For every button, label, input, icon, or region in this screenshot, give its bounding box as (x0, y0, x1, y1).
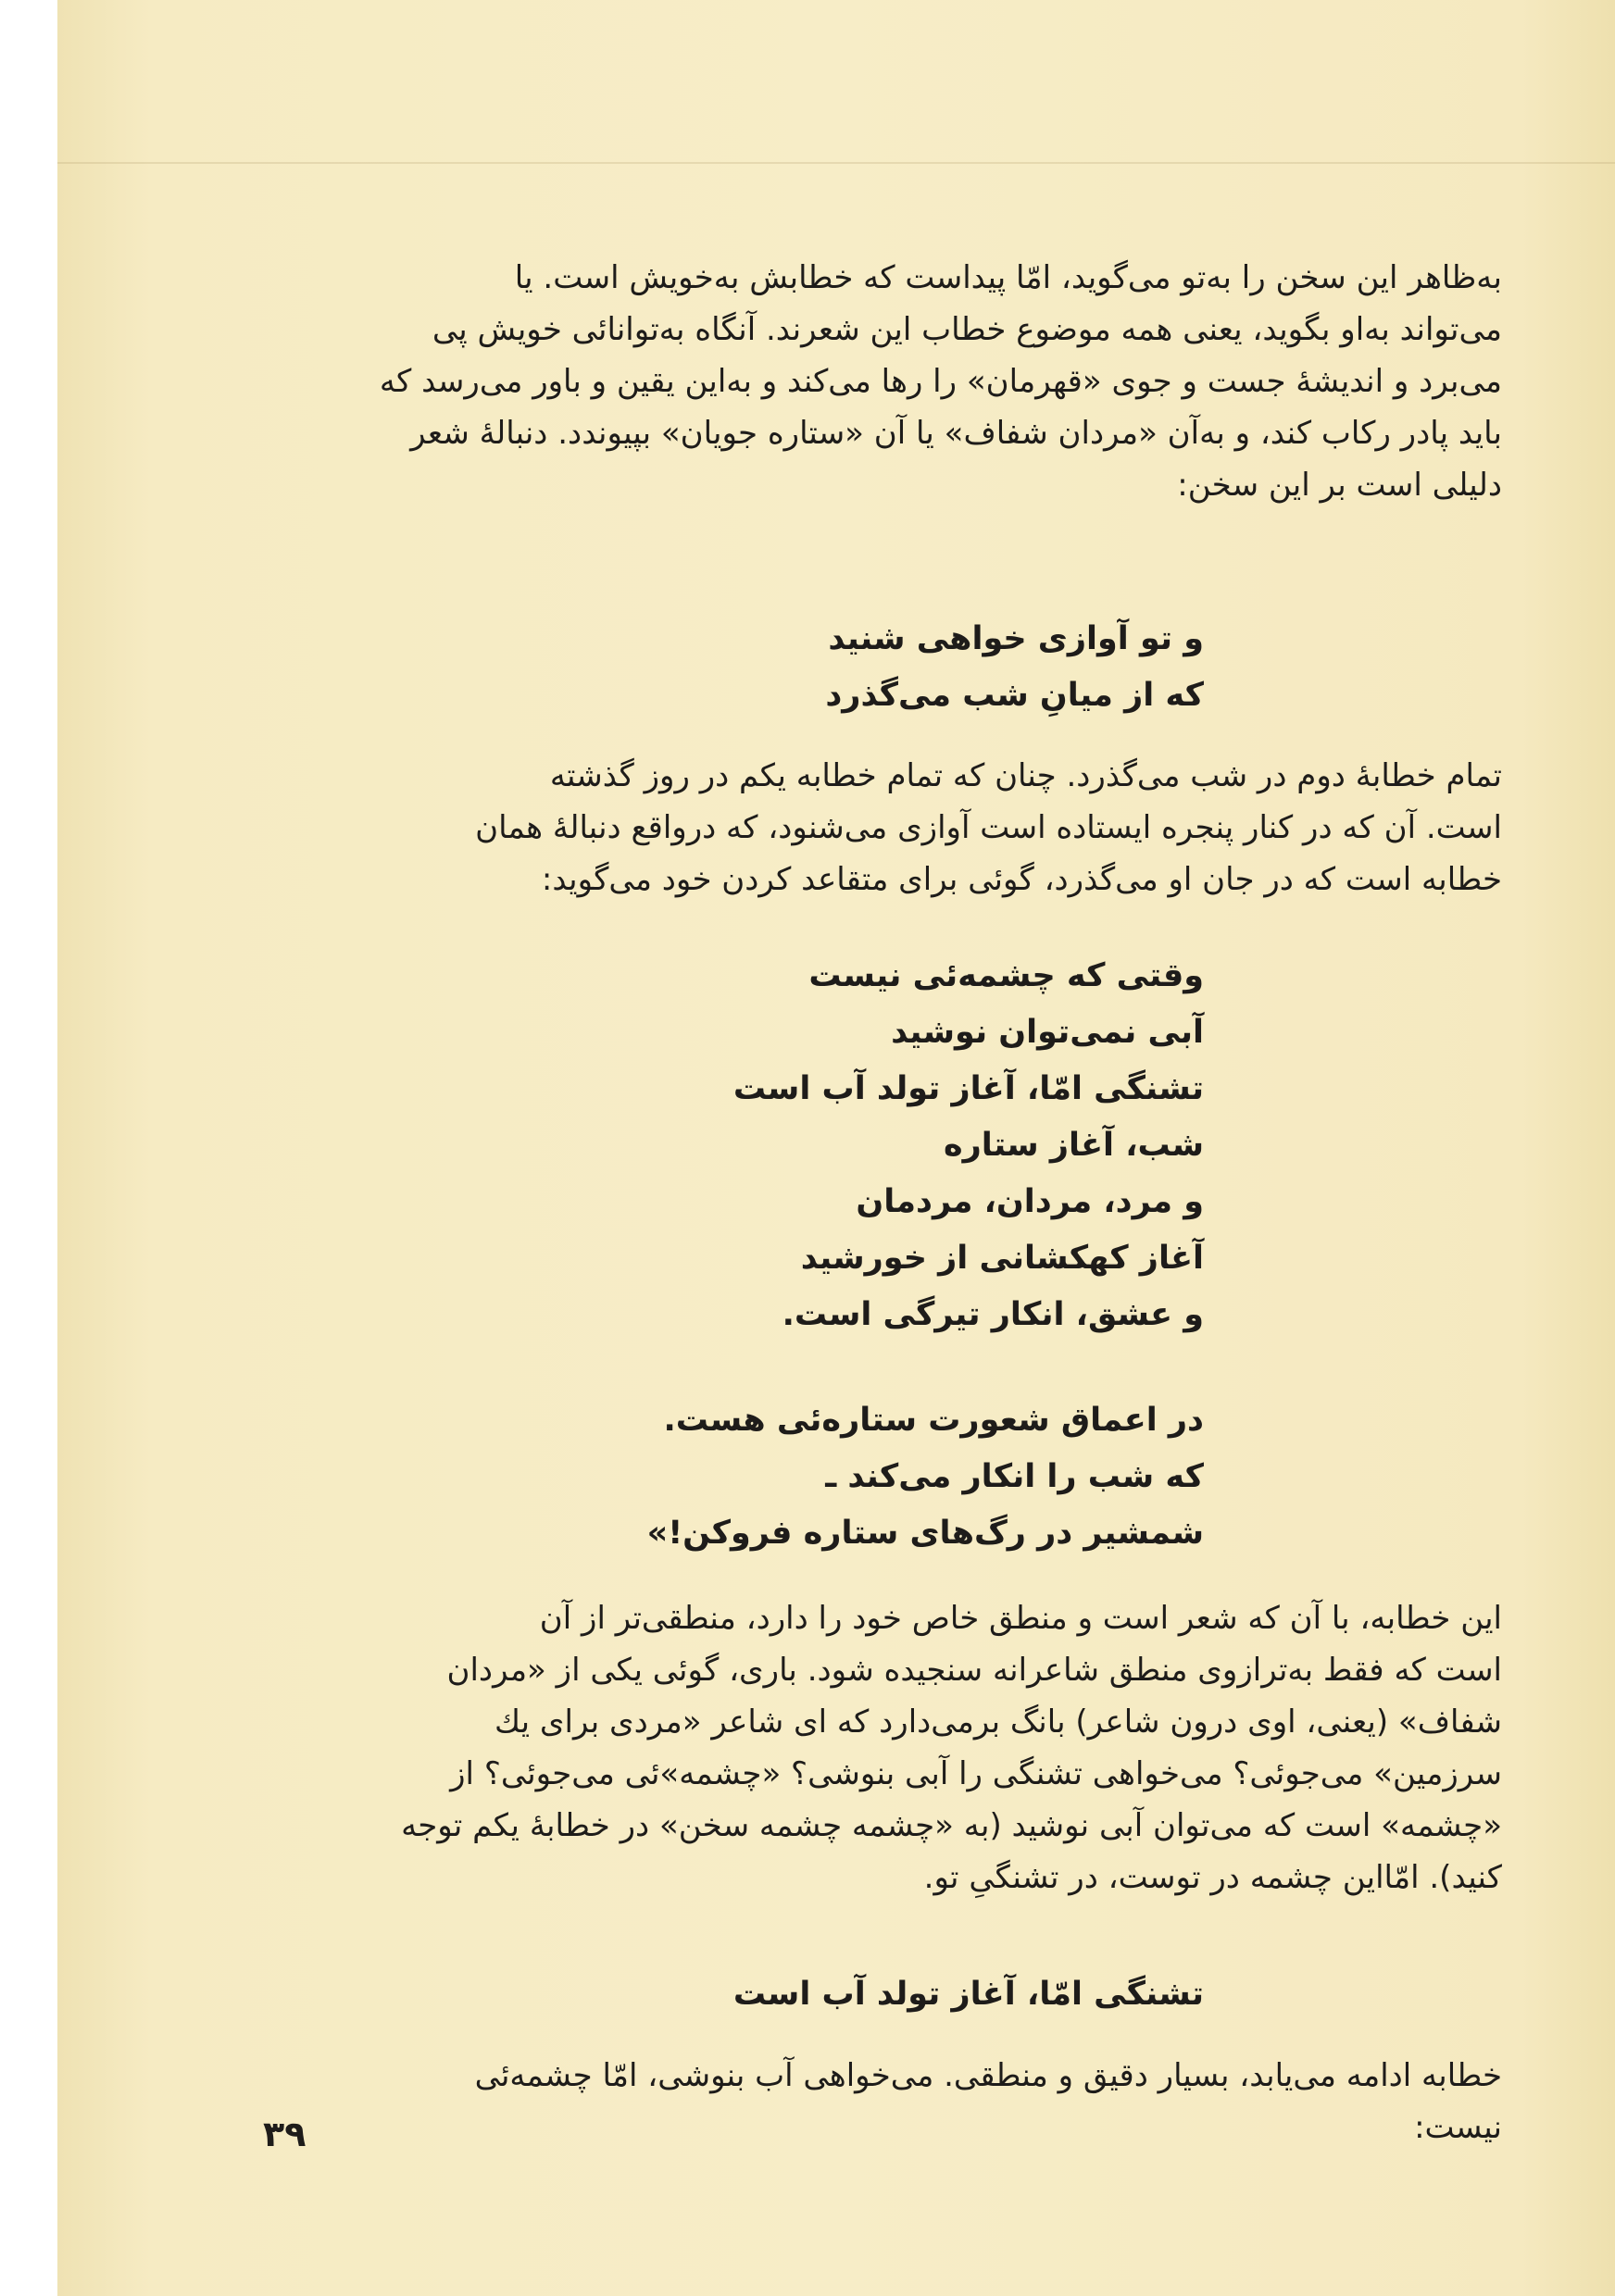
poem-line: که از میانِ شب می‌گذرد (825, 677, 1204, 714)
paragraph-1-line: دلیلی است بر این سخن: (1177, 467, 1502, 504)
poem-line: و مرد، مردان، مردمان (856, 1183, 1204, 1220)
poem-stanza-4 (370, 1966, 1204, 2023)
paragraph-1-line: می‌برد و اندیشهٔ جست و جوی «قهرمان» را رها می‌کند و به‌این یقین و باور می‌رسد که (379, 363, 1502, 400)
poem-line: شمشیر در رگ‌های ستاره فروکن!» (646, 1515, 1204, 1552)
book-page (57, 0, 1615, 2296)
paragraph-3-line: شفاف» (یعنی، اوی درون شاعر) بانگ برمی‌دارد که ای شاعر «مردی برای یك (495, 1703, 1502, 1741)
paragraph-3-line: «چشمه» است که می‌توان آبی نوشید (به «چشمه چشمه سخن» در خطابهٔ یکم توجه (401, 1807, 1502, 1844)
poem-line: شب، آغاز ستاره (944, 1127, 1204, 1164)
paragraph-3-line: کنید). امّااین چشمه در توست، در تشنگیِ تو. (923, 1859, 1502, 1896)
paragraph-2-line: خطابه است که در جان او می‌گذرد، گوئی برای متقاعد کردن خود می‌گوید: (541, 861, 1502, 898)
paragraph-4-line: نیست: (1414, 2109, 1502, 2146)
paragraph-3-line: سرزمین» می‌جوئی؟ می‌خواهی تشنگی را آبی بنوشی؟ «چشمه»ئی می‌جوئی؟ از (450, 1755, 1502, 1792)
poem-line: تشنگی امّا، آغاز تولد آب است (732, 1070, 1204, 1107)
poem-line: آغاز کهکشانی از خورشید (800, 1240, 1204, 1277)
poem-line: تشنگی امّا، آغاز تولد آب است (732, 1976, 1204, 2013)
paragraph-4 (335, 2050, 1502, 2153)
paragraph-2-line: تمام خطابهٔ دوم در شب می‌گذرد. چنان که تمام خطابه یکم در روز گذشته (549, 757, 1502, 794)
poem-line: در اعماق شعورت ستاره‌ئی هست. (663, 1402, 1204, 1439)
paragraph-3-line: این خطابه، با آن که شعر است و منطق خاص خود را دارد، منطقی‌تر از آن (539, 1600, 1502, 1637)
poem-stanza-2 (370, 948, 1204, 1343)
poem-line: وقتی که چشمه‌ئی نیست (808, 957, 1204, 994)
paragraph-3 (335, 1592, 1502, 1903)
paragraph-1-line: باید پادر رکاب کند، و به‌آن «مردان شفاف» یا آن «ستاره جویان» بپیوندد. دنبالهٔ شعر (410, 415, 1502, 452)
paragraph-1 (335, 252, 1502, 511)
poem-line: که شب را انکار می‌کند ـ (825, 1458, 1204, 1495)
poem-line: و عشق، انکار تیرگی است. (782, 1296, 1204, 1333)
paragraph-1-line: می‌تواند به‌او بگوید، یعنی همه موضوع خطاب این شعرند. آنگاه به‌توانائی خویش پی (432, 311, 1502, 348)
paragraph-1-line: به‌ظاهر این سخن را به‌تو می‌گوید، امّا پیداست که خطابش به‌خویش است. یا (514, 259, 1502, 296)
poem-line: آبی نمی‌توان نوشید (891, 1014, 1204, 1051)
paragraph-3-line: است که فقط به‌ترازوی منطق شاعرانه سنجیده شود. باری، گوئی یکی از «مردان (446, 1652, 1502, 1689)
poem-stanza-3 (370, 1392, 1204, 1562)
paragraph-2 (335, 750, 1502, 905)
paragraph-2-line: است. آن که در کنار پنجره ایستاده است آوازی می‌شنود، که درواقع دنبالهٔ همان (475, 809, 1502, 846)
page-number: ۳۹ (263, 2114, 307, 2154)
poem-line: و تو آوازی خواهی شنید (828, 620, 1204, 657)
paragraph-4-line: خطابه ادامه می‌یابد، بسیار دقیق و منطقی. می‌خواهی آب بنوشی، امّا چشمه‌ئی (474, 2057, 1502, 2094)
poem-stanza-1 (370, 611, 1204, 724)
page-fold-line (57, 162, 1615, 164)
